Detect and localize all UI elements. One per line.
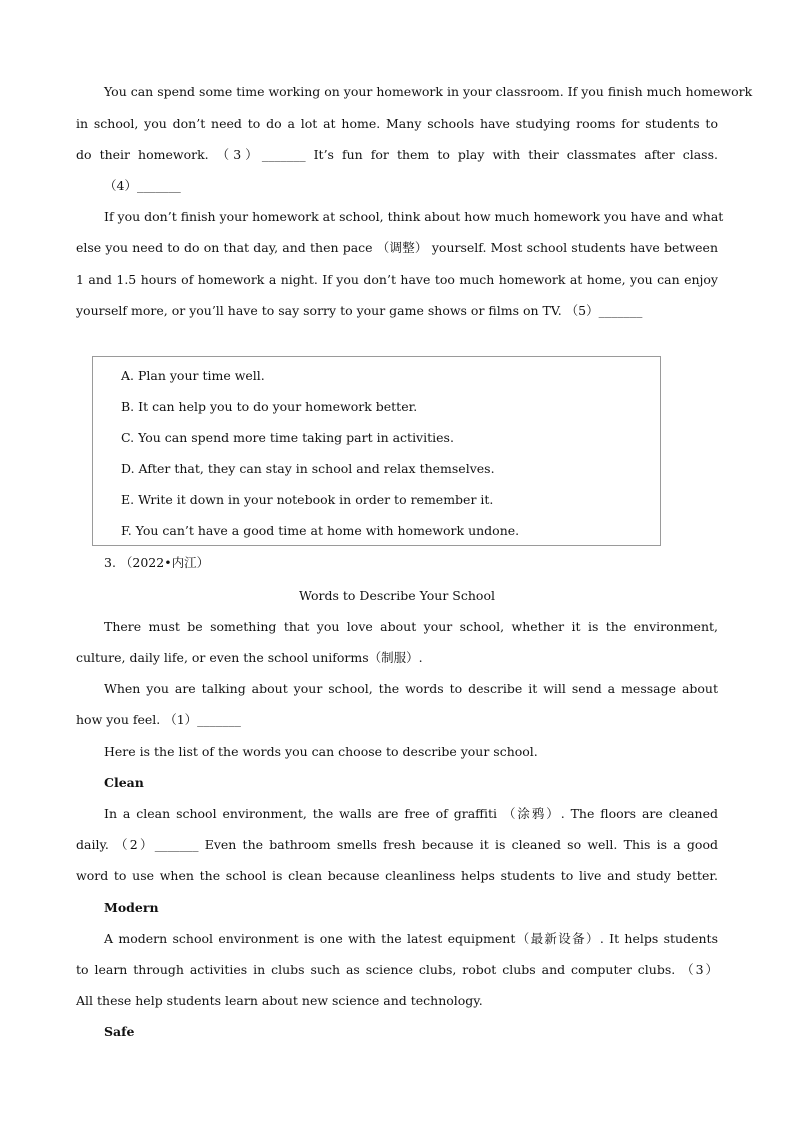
paragraph-line: how you feel. （1）_______ [76,712,241,727]
paragraph-line: yourself more, or you’ll have to say sorry to your game shows or films on TV. （5）_______ [76,303,643,318]
subheading-clean: Clean [104,775,144,790]
paragraph-line: When you are talking about your school, the words to describe it will send a message about [104,681,718,696]
paragraph-line: 1 and 1.5 hours of homework a night. If you don’t have too much homework at home, you can enjoy [76,272,718,287]
paragraph-line: do their homework. （3）_______ It’s fun for them to play with their classmates after class. [76,147,718,162]
subheading-safe: Safe [104,1024,135,1039]
option-a: A. Plan your time well. [121,368,265,383]
blank-4: （4）_______ [104,178,181,193]
paragraph-line: culture, daily life, or even the school uniforms（制服）. [76,650,423,665]
paragraph-line: to learn through activities in clubs such as science clubs, robot clubs and computer clubs. （3） [76,962,718,977]
paragraph-line: Here is the list of the words you can choose to describe your school. [104,744,538,759]
option-c: C. You can spend more time taking part in activities. [121,430,454,445]
option-f: F. You can’t have a good time at home with homework undone. [121,523,520,538]
passage-title: Words to Describe Your School [299,588,495,603]
options-box [92,356,661,546]
paragraph-line: in school, you don’t need to do a lot at home. Many schools have studying rooms for students to [76,116,718,131]
paragraph-line: word to use when the school is clean because cleanliness helps students to live and study better. [76,868,718,883]
paragraph-line: else you need to do on that day, and then pace （调整） yourself. Most school students have between [76,240,718,255]
paragraph-line: daily. （2）_______ Even the bathroom smells fresh because it is cleaned so well. This is a good [76,837,718,852]
paragraph-line: You can spend some time working on your homework in your classroom. If you finish much homework [104,84,753,99]
option-d: D. After that, they can stay in school and relax themselves. [121,461,495,476]
subheading-modern: Modern [104,900,159,915]
option-e: E. Write it down in your notebook in order to remember it. [121,492,494,507]
question-number: 3. （2022•内江） [104,555,210,570]
paragraph-line: In a clean school environment, the walls are free of graffiti （涂鸦）. The floors are cleaned [104,806,718,821]
paragraph-line: A modern school environment is one with the latest equipment（最新设备）. It helps students [104,931,718,946]
paragraph-line: There must be something that you love about your school, whether it is the environment, [104,619,718,634]
option-b: B. It can help you to do your homework better. [121,399,418,414]
paragraph-line: All these help students learn about new science and technology. [76,993,483,1008]
paragraph-line: If you don’t finish your homework at school, think about how much homework you have and what [104,209,724,224]
